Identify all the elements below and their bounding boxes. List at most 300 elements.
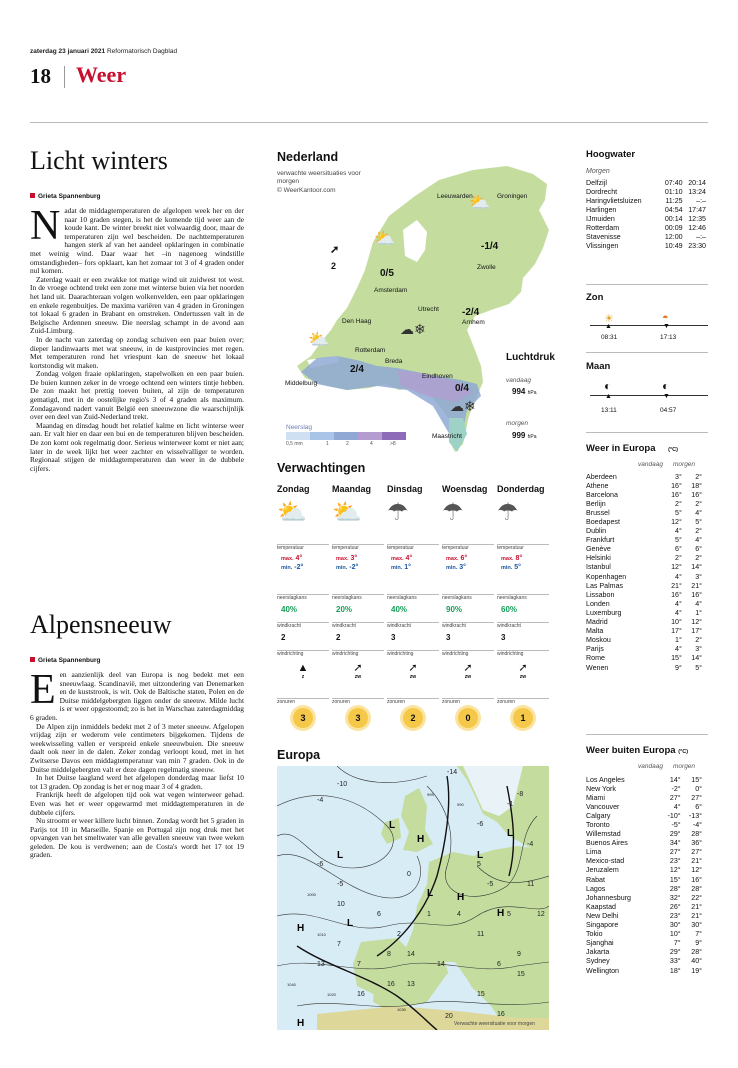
wind-label: windkracht (332, 623, 356, 629)
maan-title: Maan (586, 361, 611, 372)
city-name: Luxemburg (586, 608, 622, 617)
europe-temp-label: -10 (337, 781, 348, 788)
article1-paragraph: adat de middagtemperaturen de afgelopen week her en der naar 10 graden stegen, is het de komende tijd weer aan de koude kant. De winter breekt niet volwaardig door, maar de temperaturen zijn wel bescheiden. De nachttemperaturen hangen sterk af van het aandeel opklaringen in combinatie met weinig wind. Daar waar het –in nagenoeg windstille omstandigheden– fors opklaart, kan het zomaar tot 3 of 4 graden onder nul komen. (30, 206, 244, 276)
temp-value: 1° (675, 636, 682, 645)
temp-value: 13:24 (688, 187, 706, 196)
forecast-precip-cell (277, 594, 329, 622)
header-rule (30, 122, 708, 123)
europe-temp-label: 5 (507, 911, 511, 918)
table-row (586, 527, 702, 536)
europe-temp-label: 15 (477, 991, 485, 998)
city-name: Haringvlietsluizen (586, 196, 642, 205)
temp-value: 6° (695, 802, 702, 811)
sun-label: zonuren (497, 699, 516, 705)
city-rotterdam: Rotterdam (355, 347, 386, 354)
europe-temp-label: 995 (427, 792, 434, 797)
table-row (586, 196, 706, 205)
city-name: Rabat (586, 875, 605, 884)
legend-swatch (286, 432, 310, 440)
weather-icon: ⛅ (332, 499, 362, 526)
temp-value: -5° (671, 821, 681, 830)
europe-temp-label: -4 (527, 841, 534, 848)
temp-value: 23:30 (688, 242, 706, 251)
min-label: min. (281, 565, 293, 571)
forecast-title: Verwachtingen (277, 461, 366, 475)
article1-paragraph: Zondag volgen fraaie opklaringen, stapelwolken en een paar buien. De buien kunnen zeker in de vroege ochtend een winters tintje hebben. De zon maakt het prettig toeven buiten, al zijn de temperaturen gematigd, met in de oostelijke regio's 3 of 4 graden als maximum. Zondagavond nadert vanuit België een sneeuwzone die waarschijnlijk over een deel van Zuid-Nederland trekt. (30, 369, 244, 422)
weather-icon: ☂ (497, 499, 519, 526)
max-value: 6° (460, 555, 468, 562)
triangle-icon: ▲ (605, 393, 612, 400)
city-middelburg: Middelburg (285, 380, 318, 387)
sun-cloud-icon: ⛅ (469, 193, 491, 212)
dir-label: windrichting (277, 651, 304, 657)
city-den-haag: Den Haag (342, 318, 372, 325)
temp-value: 28° (669, 884, 681, 893)
city-name: Wellington (586, 966, 619, 975)
max-value: 8° (515, 555, 523, 562)
temp-value: 9° (675, 663, 682, 672)
temp-value: 12:00 (664, 233, 683, 242)
city-zwolle: Zwolle (477, 264, 496, 271)
temp-value: 23° (669, 911, 681, 920)
temp-value: -4° (692, 821, 702, 830)
city-name: Parijs (586, 645, 604, 654)
europe-temp-label: 9 (517, 951, 521, 958)
article2-author (30, 657, 100, 664)
forecast-sun-cell (277, 698, 329, 740)
temp-value: 16° (691, 490, 702, 499)
temp-value: 40° (691, 957, 702, 966)
table-row (586, 508, 702, 517)
min-row (332, 564, 384, 571)
forecast-dir-cell (332, 650, 384, 694)
moonset-time: 04:57 (660, 407, 677, 414)
triangle-icon: ▼ (663, 323, 670, 330)
table-row (586, 563, 702, 572)
snow-cloud-icon: ☁❄ (400, 321, 426, 337)
temp-value: 3° (695, 572, 702, 581)
high-pressure-label: H (497, 908, 505, 919)
nl-temp-east: -2/4 (462, 307, 480, 318)
sun-label: zonuren (387, 699, 406, 705)
temp-value: 29° (669, 830, 681, 839)
pressure-tomorrow-value: 999 (512, 431, 526, 440)
temp-value: 4° (695, 536, 702, 545)
temp-value: 27° (669, 848, 681, 857)
wind-arrow-icon: ➚ (463, 662, 473, 674)
temp-value: 01:10 (664, 187, 683, 196)
forecast-temp-cell (497, 544, 549, 594)
moonset-icon: ◐ (662, 379, 670, 393)
forecast-day-3 (442, 484, 494, 740)
dir-value: zw (409, 674, 417, 680)
low-pressure-label: L (477, 850, 484, 861)
max-label: max. (501, 556, 514, 562)
city-name: Londen (586, 599, 610, 608)
city-name: Vancouver (586, 802, 620, 811)
table-row (586, 884, 702, 893)
sunset-icon: ◓ (662, 312, 669, 324)
temp-value: 07:40 (664, 178, 683, 187)
city-name: Jeruzalem (586, 866, 619, 875)
city-name: Delfzijl (586, 178, 607, 187)
temp-value: 20:14 (688, 178, 706, 187)
table-row (586, 645, 702, 654)
city-name: Lima (586, 848, 602, 857)
wind-arrow-icon: ➚ (353, 662, 363, 674)
table-row (586, 214, 706, 223)
temp-value: 12:35 (688, 214, 706, 223)
city-breda: Breda (385, 358, 403, 365)
dir-label: windrichting (497, 651, 524, 657)
pressure-today (512, 387, 537, 396)
city-name: Stavenisse (586, 233, 621, 242)
legend-swatch (334, 432, 358, 440)
temp-value: 6° (675, 545, 682, 554)
city-name: Rotterdam (586, 224, 620, 233)
low-pressure-label: L (347, 918, 354, 929)
forecast-day-name: Maandag (332, 484, 372, 494)
section-title: Weer (76, 62, 127, 87)
table-row (586, 866, 702, 875)
hoogwater-table (586, 178, 706, 251)
article2-paragraph: De Alpen zijn inmiddels bedekt met 2 of 3 meter sneeuw. Afgelopen vrijdag zijn er wederom vele centimeters bijgekomen. Tijdens de weekwisseling vallen er verspreid enkele sneeuwbuien. Die sneeuw daalt ook neer in de dalen. Zeker zondag verloopt koud, met in het Zwitserse Davos een middagtemperatuur van min 7 graden. Ook in de Duitse middelgebergten valt er deze dagen regelmatig sneeuw. (30, 721, 244, 774)
sun-label: zonuren (332, 699, 351, 705)
forecast-sun-cell (497, 698, 549, 740)
forecast-wind-cell (332, 622, 384, 650)
temp-value: 15° (669, 875, 681, 884)
temp-label: temperatuur (442, 545, 469, 551)
temp-value: 2° (675, 499, 682, 508)
europe-temp-label: 8 (387, 951, 391, 958)
min-value: 1° (404, 564, 411, 571)
pressure-today-value: 994 (512, 387, 526, 396)
dir-value: zw (354, 674, 362, 680)
sun-label: zonuren (277, 699, 296, 705)
temp-value: 12° (691, 618, 702, 627)
temp-value: 12° (671, 518, 682, 527)
temp-value: 17° (671, 627, 682, 636)
table-row (586, 472, 702, 481)
temp-value: 28° (691, 884, 702, 893)
city-name: IJmuiden (586, 214, 615, 223)
city-name: Berlijn (586, 499, 606, 508)
temp-label: temperatuur (497, 545, 524, 551)
temp-value: 4° (673, 802, 681, 811)
table-row (586, 654, 702, 663)
temp-value: 0° (695, 784, 702, 793)
temp-value: 14° (691, 563, 702, 572)
min-value: -2° (349, 564, 359, 571)
precip-label: neerslagkans (442, 595, 472, 601)
nl-legend-scale (286, 432, 406, 440)
table-row (586, 517, 702, 526)
min-value: 5° (514, 564, 521, 571)
temp-value: 21° (691, 581, 702, 590)
europe-temp-label: 2 (397, 931, 401, 938)
table-row (586, 802, 702, 811)
min-row (442, 564, 494, 571)
forecast-precip-cell (442, 594, 494, 622)
legend-tick: >8 (390, 441, 396, 447)
temp-value: 18° (669, 966, 681, 975)
city-name: Barcelona (586, 490, 618, 499)
table-row (586, 775, 702, 784)
europe-temp-label: -6 (477, 821, 484, 828)
article2-dropcap: E (30, 667, 56, 713)
europa-col-tomorrow: morgen (673, 461, 696, 468)
temp-value: 4° (675, 572, 682, 581)
temp-value: 21° (691, 902, 702, 911)
city-name: Kopenhagen (586, 572, 627, 581)
table-row (586, 627, 702, 636)
table-row (586, 242, 706, 251)
europa-table (586, 472, 702, 672)
wind-arrow-icon: ➚ (330, 244, 340, 256)
temp-value: 1° (695, 608, 702, 617)
forecast-precip-cell (497, 594, 549, 622)
europe-temp-label: 1 (427, 911, 431, 918)
article1-paragraph: In de nacht van zaterdag op zondag schuiven een paar buien over; dieper landinwaarts met wat sneeuw, in de kustprovincies met regen. Met temperaturen rond het vriespunt kan de sneeuw het lokaal kortstondig wit maken. (30, 334, 244, 370)
city-name: Dublin (586, 527, 607, 536)
europe-temp-label: 13 (317, 961, 325, 968)
wind-arrow-icon: ▲ (297, 662, 309, 674)
city-groningen: Groningen (497, 193, 528, 200)
forecast-temp-cell (442, 544, 494, 594)
temp-value: 26° (669, 902, 681, 911)
weather-icon: ⛅ (277, 499, 307, 526)
triangle-icon: ▼ (663, 393, 670, 400)
nl-map-subtitle: verwachte weersituaties voor morgen (277, 170, 361, 185)
city-name: Tokio (586, 930, 603, 939)
temp-value: 5° (675, 536, 682, 545)
nl-map-title: Nederland (277, 150, 339, 164)
precip-value: 60% (501, 605, 518, 614)
legend-tick: 1 (326, 441, 329, 447)
forecast-day-0 (277, 484, 329, 740)
city-name: Mexico-stad (586, 857, 625, 866)
city-name: Buenos Aires (586, 839, 628, 848)
temp-value: 27° (669, 793, 681, 802)
table-row (586, 205, 706, 214)
temp-value: 2° (695, 636, 702, 645)
city-name: Helsinki (586, 554, 611, 563)
sun-hours-badge: 1 (513, 708, 533, 728)
europe-temp-label: -5 (487, 881, 494, 888)
city-name: Singapore (586, 921, 619, 930)
europe-temp-label: 20 (445, 1013, 453, 1020)
europe-temp-label: 7 (357, 961, 361, 968)
buiten-col-tomorrow: morgen (673, 763, 696, 770)
temp-label: temperatuur (387, 545, 414, 551)
temp-label: temperatuur (332, 545, 359, 551)
buiten-table-title (586, 745, 688, 756)
article2-paragraph: Nu stroomt er weer killere lucht binnen. Zondag wordt het 5 graden in Parijs tot 10 in Marseille. Spanje en Portugal zijn nog druk met het opvangen van het smeltwater van alle gevallen sneeuw van twee weken geleden. De kou is verdwenen; aan de Costa's wordt het 17 tot 19 graden. (30, 816, 244, 860)
temp-value: 15° (671, 654, 682, 663)
hoogwater-subtitle: Morgen (586, 168, 610, 175)
city-name: Athene (586, 481, 609, 490)
city-name: Johannesburg (586, 893, 631, 902)
low-pressure-label: L (337, 850, 344, 861)
legend-tick: 0,5 mm (286, 441, 303, 447)
europa-title-text: Weer in Europa (586, 443, 656, 454)
table-row (586, 554, 702, 563)
city-eindhoven: Eindhoven (422, 373, 453, 380)
article2-body (30, 667, 244, 860)
europa-col-today: vandaag (638, 461, 663, 468)
temp-label: temperatuur (277, 545, 304, 551)
city-name: Moskou (586, 636, 611, 645)
europe-temp-label: 11 (527, 881, 535, 888)
divider (586, 734, 708, 735)
min-value: 3° (459, 564, 466, 571)
nl-temp-west: 0/5 (380, 268, 394, 279)
city-name: Sydney (586, 957, 610, 966)
europe-temp-label: 6 (497, 961, 501, 968)
europe-temp-label: 6 (377, 911, 381, 918)
article1-dropcap: N (30, 203, 61, 249)
temp-value: 36° (691, 839, 702, 848)
forecast-wind-cell (497, 622, 549, 650)
city-name: Aberdeen (586, 472, 617, 481)
snow-cloud-icon: ☁❄ (450, 398, 476, 414)
nl-temp-southwest: 2/4 (350, 364, 364, 375)
sun-cloud-icon: ⛅ (374, 229, 396, 248)
min-label: min. (336, 565, 348, 571)
sunset-time: 17:13 (660, 334, 677, 341)
city-utrecht: Utrecht (418, 306, 439, 313)
buiten-unit: (°C) (678, 749, 689, 755)
article1-author (30, 193, 100, 200)
table-row (586, 830, 702, 839)
table-row (586, 481, 702, 490)
table-row (586, 499, 702, 508)
temp-value: 21° (671, 581, 682, 590)
table-row (586, 545, 702, 554)
max-row (442, 555, 494, 562)
europe-temp-label: -6 (317, 861, 324, 868)
europe-temp-label: 7 (337, 941, 341, 948)
legend-tick: 4 (370, 441, 373, 447)
forecast-dir-cell (497, 650, 549, 694)
forecast-temp-cell (332, 544, 384, 594)
city-name: Kaapstad (586, 902, 616, 911)
europe-temp-label: 14 (407, 951, 415, 958)
article2-paragraph: en aanzienlijk deel van Europa is nog bedekt met een sneeuwlaag. Scandinavië, met uitzondering van Denemarken en de kuststrook, is wit. Ook de Baltische staten, Polen en de Duitse middelgebergten liggen onder de sneeuw. Milde lucht is er weer opgestoomd; zo is het in Warschau zaterdagmiddag 6 graden. (30, 670, 244, 722)
city-name: Wenen (586, 663, 609, 672)
dir-label: windrichting (442, 651, 469, 657)
europe-temp-label: 1020 (327, 992, 336, 997)
table-row (586, 178, 706, 187)
city-name: New York (586, 784, 616, 793)
table-row (586, 820, 702, 829)
min-label: min. (501, 565, 513, 571)
article1-paragraph: Zaterdag waait er een zwakke tot matige wind uit zuidwest tot west. In de vroege ochtend trekt een zone met winterse buien via het noorden het land uit. Daarachteraan volgen wolkenvelden, een paar opklaringen en enkele regenbuitjes. De maxima variëren van 4 graden in Groningen tot lokaal 6 graden in Brabant en omstreken. Ondertussen valt in de Belgische Ardennen sneeuw. Die neerslag schampt in de avond aan Zuid-Limburg. (30, 274, 244, 336)
article2-title: Alpensneeuw (30, 610, 172, 639)
table-row (586, 490, 702, 499)
sunrise-time: 08:31 (601, 334, 618, 341)
table-row (586, 939, 702, 948)
max-label: max. (446, 556, 459, 562)
europe-temp-label: 16 (387, 981, 395, 988)
city-name: Willemstad (586, 830, 621, 839)
europe-temp-label: 15 (517, 971, 525, 978)
temp-value: 16° (671, 481, 682, 490)
legend-swatch (310, 432, 334, 440)
dir-value: zw (464, 674, 472, 680)
wind-value: 2 (281, 633, 286, 642)
table-row (586, 875, 702, 884)
table-row (586, 618, 702, 627)
nl-wind-value: 2 (331, 261, 337, 271)
europe-map-title: Europa (277, 748, 321, 762)
europa-table-title (586, 443, 678, 454)
divider (586, 284, 708, 285)
temp-value: 34° (669, 839, 681, 848)
table-row (586, 948, 702, 957)
buiten-title-text: Weer buiten Europa (586, 745, 676, 756)
pressure-title: Luchtdruk (506, 352, 555, 363)
article2-paragraph: Frankrijk heeft de afgelopen tijd ook wat vegen winterweer gehad. Even was het er weer opgewarmd met middagtemperaturen in de dubbele cijfers. (30, 790, 244, 817)
forecast-wind-cell (277, 622, 329, 650)
temp-value: 30° (691, 921, 702, 930)
min-value: -2° (294, 564, 304, 571)
city-name: Genève (586, 545, 611, 554)
table-row (586, 911, 702, 920)
pressure-today-label: vandaag (506, 377, 531, 384)
temp-value: 4° (675, 645, 682, 654)
max-value: 3° (350, 555, 358, 562)
city-name: Istanbul (586, 563, 611, 572)
weather-icon: ☂ (442, 499, 464, 526)
pressure-unit: hPa (527, 390, 537, 396)
city-name: Los Angeles (586, 775, 625, 784)
moonrise-icon: ◐ (604, 379, 612, 393)
min-row (387, 564, 439, 571)
weather-icon: ☂ (387, 499, 409, 526)
temp-value: 17° (691, 627, 702, 636)
wind-label: windkracht (277, 623, 301, 629)
table-row (586, 536, 702, 545)
precip-value: 20% (336, 605, 353, 614)
forecast-day-name: Donderdag (497, 484, 545, 494)
europe-temp-label: 16 (357, 991, 365, 998)
table-row (586, 893, 702, 902)
table-row (586, 187, 706, 196)
temp-value: 16° (691, 875, 702, 884)
europe-temp-label: 14 (437, 961, 445, 968)
temp-value: 5° (675, 508, 682, 517)
temp-value: 2° (695, 472, 702, 481)
europe-temp-label: 1000 (307, 892, 316, 897)
temp-value: 16° (671, 490, 682, 499)
pressure-unit: hPa (527, 434, 537, 440)
europe-temp-label: 13 (407, 981, 415, 988)
europe-temp-label: 5 (477, 861, 481, 868)
table-row (586, 848, 702, 857)
city-name: Malta (586, 627, 604, 636)
max-row (497, 555, 549, 562)
temp-value: 15° (691, 775, 702, 784)
precip-value: 40% (391, 605, 408, 614)
high-pressure-label: H (457, 892, 465, 903)
temp-value: 22° (691, 893, 702, 902)
precip-label: neerslagkans (332, 595, 362, 601)
table-row (586, 223, 706, 232)
min-row (277, 564, 329, 571)
temp-value: 30° (669, 921, 681, 930)
city-leeuwarden: Leeuwarden (437, 193, 473, 200)
